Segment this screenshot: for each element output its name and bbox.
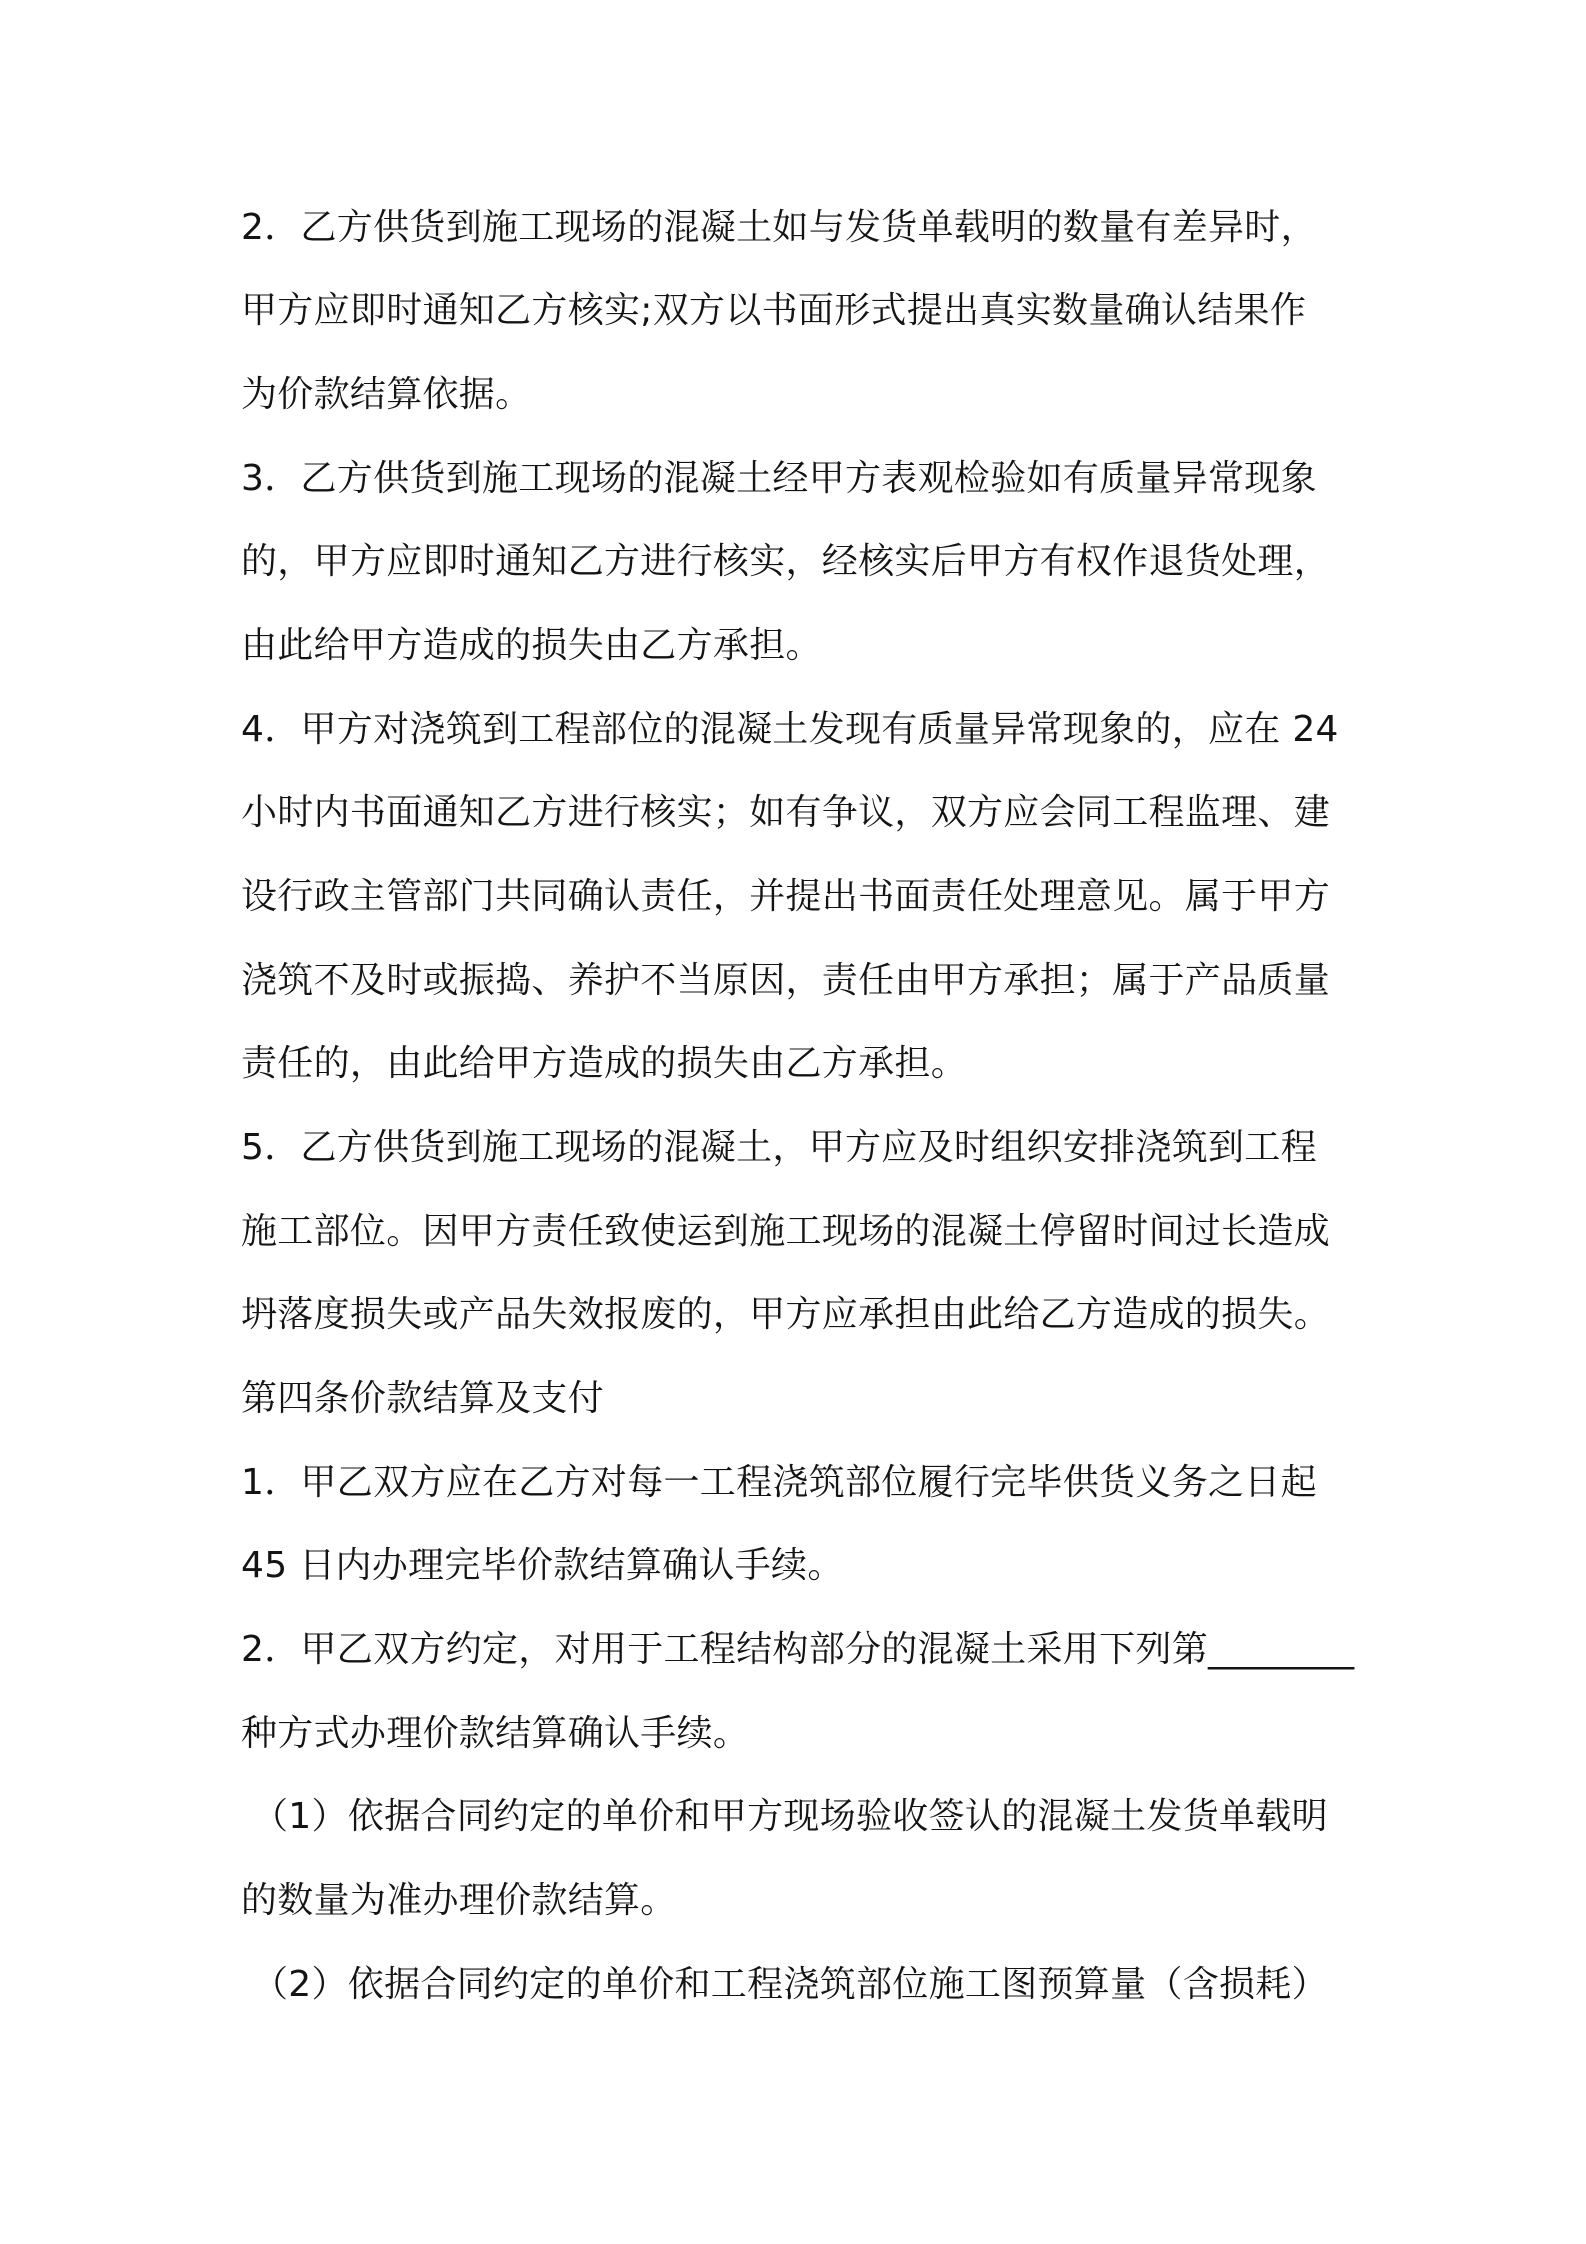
clause-3-3-line-2: 的，甲方应即时通知乙方进行核实，经核实后甲方有权作退货处理， [241, 541, 1331, 582]
clause-4-2-line-1: 2．甲乙双方约定，对用于工程结构部分的混凝土采用下列第________ [241, 1629, 1355, 1670]
clause-4-1-line-2: 45 日内办理完毕价款结算确认手续。 [241, 1545, 844, 1586]
clause-3-2-line-2: 甲方应即时通知乙方核实;双方以书面形式提出真实数量确认结果作 [241, 290, 1307, 331]
clause-4-2-line-2: 种方式办理价款结算确认手续。 [241, 1713, 750, 1754]
clause-3-4-line-5: 责任的，由此给甲方造成的损失由乙方承担。 [241, 1043, 968, 1084]
clause-3-4-line-2: 小时内书面通知乙方进行核实；如有争议，双方应会同工程监理、建 [241, 792, 1331, 833]
option-1-line-1: （1）依据合同约定的单价和甲方现场验收签认的混凝土发货单载明 [252, 1796, 1328, 1837]
clause-3-3-line-3: 由此给甲方造成的损失由乙方承担。 [241, 625, 822, 666]
clause-3-4-line-1: 4．甲方对浇筑到工程部位的混凝土发现有质量异常现象的，应在 24 [241, 709, 1339, 750]
clause-3-5-line-1: 5．乙方供货到施工现场的混凝土，甲方应及时组织安排浇筑到工程 [241, 1127, 1317, 1168]
clause-3-4-line-4: 浇筑不及时或振捣、养护不当原因，责任由甲方承担；属于产品质量 [241, 960, 1331, 1001]
option-2-line-1: （2）依据合同约定的单价和工程浇筑部位施工图预算量（含损耗） [252, 1964, 1328, 2005]
option-1-line-2: 的数量为准办理价款结算。 [241, 1880, 677, 1921]
clause-3-2-line-1: 2．乙方供货到施工现场的混凝土如与发货单载明的数量有差异时， [241, 207, 1317, 248]
clause-3-4-line-3: 设行政主管部门共同确认责任，并提出书面责任处理意见。属于甲方 [241, 876, 1331, 917]
article-4-heading: 第四条价款结算及支付 [241, 1378, 605, 1419]
clause-3-5-line-2: 施工部位。因甲方责任致使运到施工现场的混凝土停留时间过长造成 [241, 1211, 1331, 1252]
clause-3-2-line-3: 为价款结算依据。 [241, 374, 532, 415]
clause-4-1-line-1: 1．甲乙双方应在乙方对每一工程浇筑部位履行完毕供货义务之日起 [241, 1462, 1317, 1503]
clause-3-5-line-3: 坍落度损失或产品失效报废的，甲方应承担由此给乙方造成的损失。 [241, 1294, 1331, 1335]
clause-3-3-line-1: 3．乙方供货到施工现场的混凝土经甲方表观检验如有质量异常现象 [241, 458, 1317, 499]
